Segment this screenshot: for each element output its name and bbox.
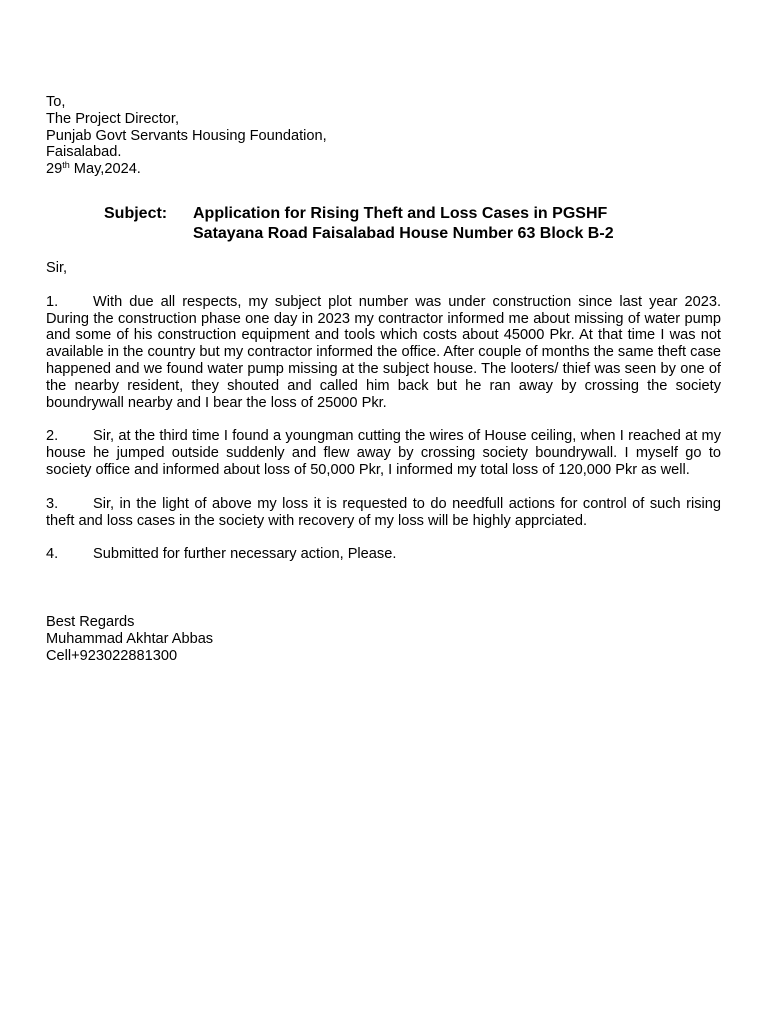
address-organization: Punjab Govt Servants Housing Foundation, xyxy=(46,127,327,144)
paragraph-text: With due all respects, my subject plot number was under construction since last year 2023. During the construction phase one day in 2023 my contractor informed me about missing of water pump and some of his construction equipment and tools which costs about 45000 Pkr. At that time I was not available in the country but my contractor informed the office. After couple of months the same theft case happened and we found water pump missing at the subject house. The looters/ thief was seen by one of the nearby resident, they shouted and called him back but he ran away by crossing the society boundrywall nearby and I bear the loss of 25000 Pkr. xyxy=(46,293,721,411)
date-day: 29 xyxy=(46,161,63,178)
paragraph-number: 3. xyxy=(46,495,59,512)
sender-name: Muhammad Akhtar Abbas xyxy=(46,630,214,647)
paragraph-3 xyxy=(46,496,721,530)
address-city: Faisalabad. xyxy=(46,144,122,161)
paragraph-number: 1. xyxy=(46,293,59,310)
paragraph-4 xyxy=(46,546,721,563)
closing-regards: Best Regards xyxy=(46,614,135,631)
paragraph-number: 2. xyxy=(46,428,59,445)
subject-line-1: Application for Rising Theft and Loss Cases in PGSHF xyxy=(193,204,608,222)
subject-label: Subject: xyxy=(104,204,168,222)
paragraph-2 xyxy=(46,428,721,478)
paragraph-text: Sir, in the light of above my loss it is requested to do needfull actions for control of such rising theft and loss cases in the society with recovery of my loss will be highly apprciated. xyxy=(46,495,721,529)
paragraph-text: Submitted for further necessary action, Please. xyxy=(93,546,397,563)
recipient-address xyxy=(46,94,721,178)
date-suffix: th xyxy=(62,160,70,171)
subject-block xyxy=(46,204,721,246)
letter-date xyxy=(46,161,721,178)
subject-text xyxy=(193,204,721,244)
paragraph-number: 4. xyxy=(46,546,59,563)
salutation: Sir, xyxy=(46,259,68,276)
closing-block xyxy=(46,614,721,664)
address-to: To, xyxy=(46,94,66,110)
paragraph-1 xyxy=(46,294,721,412)
subject-line-2: Satayana Road Faisalabad House Number 63 Block B-2 xyxy=(193,224,614,242)
paragraph-text: Sir, at the third time I found a youngman cutting the wires of House ceiling, when I reached at my house he jumped outside suddenly and flew away by crossing society boundrywall. I myself go to society office and informed about loss of 50,000 Pkr, I informed my total loss of 120,000 Pkr as well. xyxy=(46,428,721,478)
address-designation: The Project Director, xyxy=(46,110,180,127)
date-rest: May,2024. xyxy=(69,161,141,178)
letter-page xyxy=(46,94,721,665)
sender-contact: Cell+923022881300 xyxy=(46,647,178,664)
